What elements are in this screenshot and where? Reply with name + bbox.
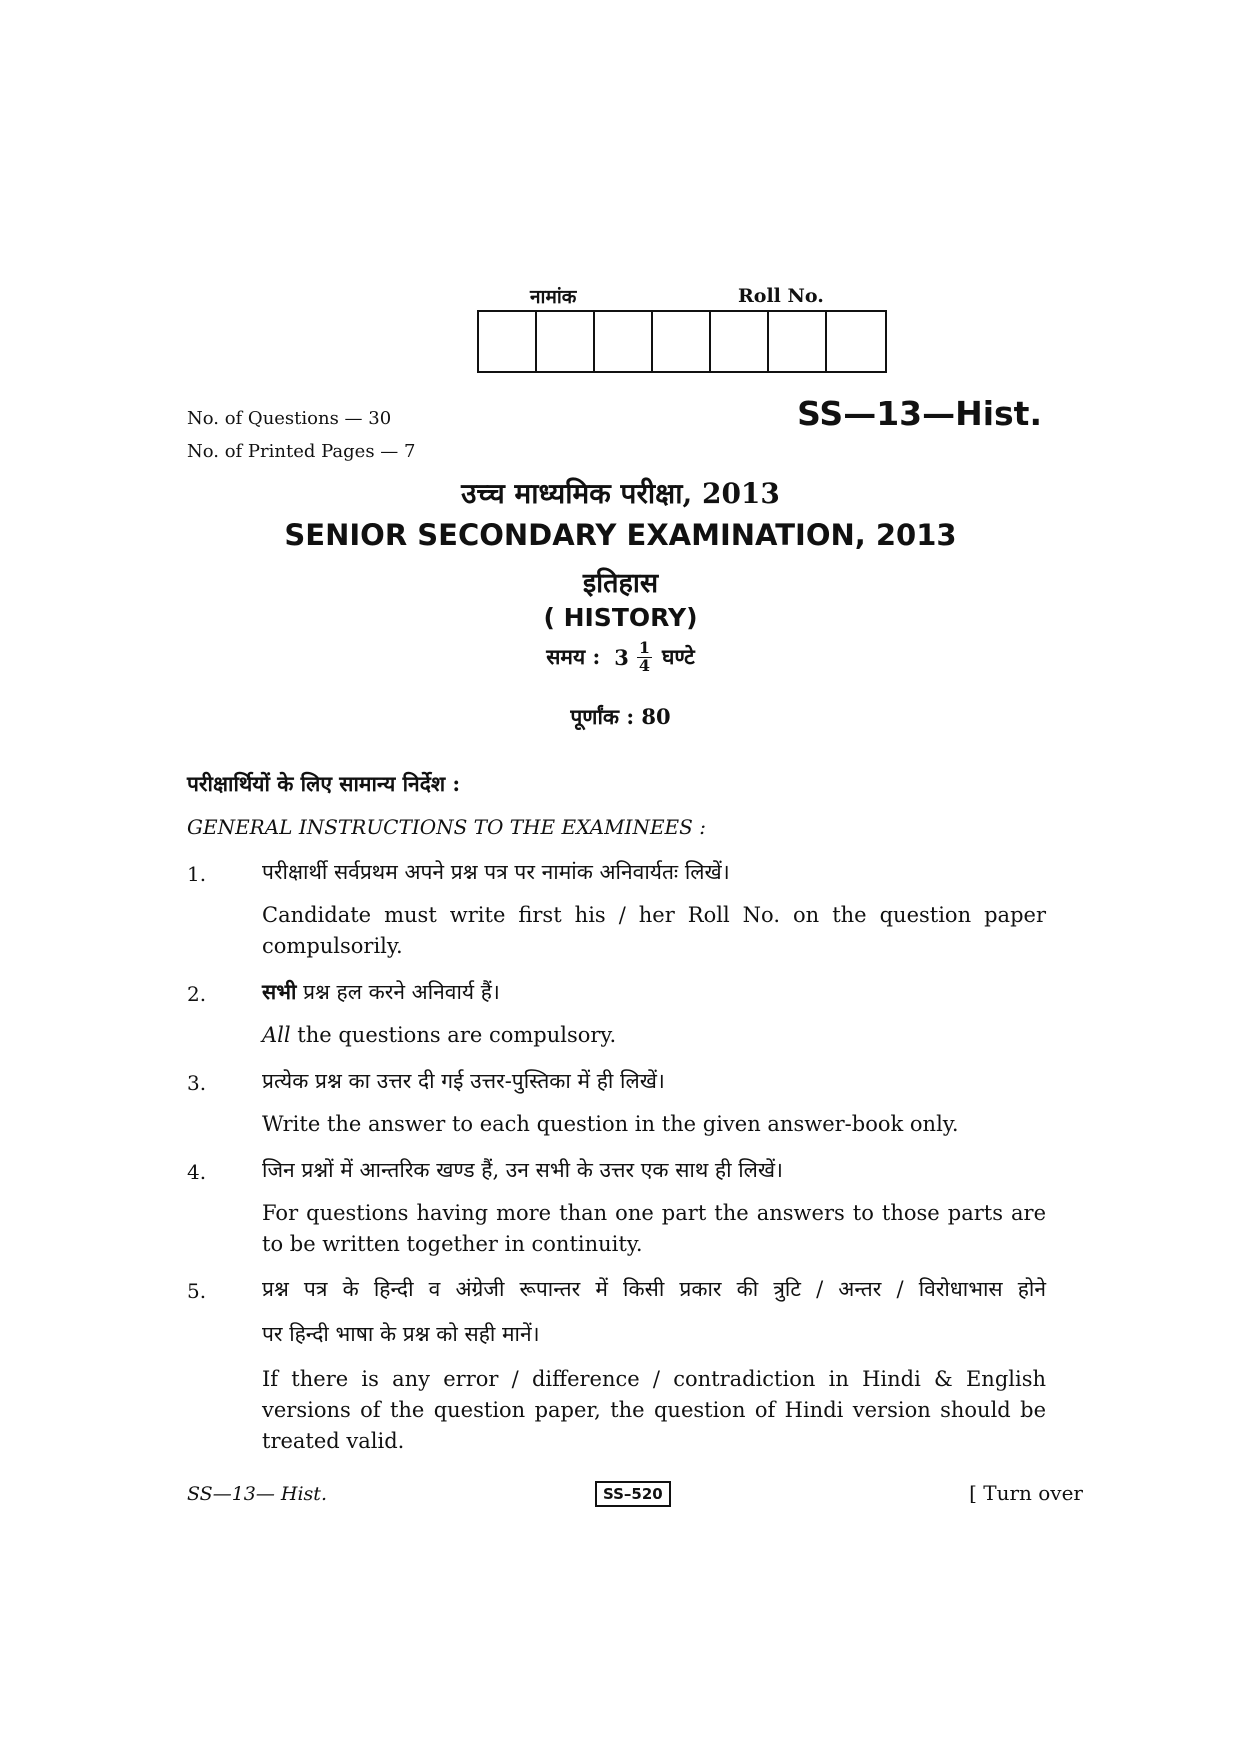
instruction-english: Write the answer to each question in the given answer-book only.	[262, 1112, 959, 1136]
instruction-number: 4.	[187, 1160, 207, 1184]
fraction-denominator: 4	[638, 655, 650, 675]
instruction-hindi: परीक्षार्थी सर्वप्रथम अपने प्रश्न पत्र पर नामांक अनिवार्यतः लिखें।	[262, 860, 730, 884]
footer-series-badge: SS–520	[595, 1481, 671, 1507]
instruction-hindi: प्रत्येक प्रश्न का उत्तर दी गई उत्तर-पुस्तिका में ही लिखें।	[262, 1069, 665, 1093]
paper-code: SS—13—Hist.	[797, 394, 1042, 433]
instruction-number: 1.	[187, 862, 207, 886]
roll-digit-box	[653, 312, 711, 371]
instructions-heading-english: GENERAL INSTRUCTIONS TO THE EXAMINEES :	[187, 815, 706, 839]
roll-digit-box	[827, 312, 885, 371]
emphasis-bold: सभी	[262, 979, 297, 1004]
instruction-number: 5.	[187, 1279, 207, 1303]
instruction-hindi: पर हिन्दी भाषा के प्रश्न को सही मानें।	[262, 1322, 540, 1346]
instruction-english: Candidate must write first his / her Roll No. on the question paper compulsorily.	[262, 903, 1046, 958]
time-fraction	[637, 640, 652, 675]
roll-label-hindi: नामांक	[530, 286, 577, 308]
question-count: No. of Questions — 30	[187, 408, 392, 429]
instruction-number: 2.	[187, 982, 207, 1006]
fraction-numerator: 1	[638, 638, 650, 657]
roll-label-english: Roll No.	[738, 285, 824, 307]
time-whole: 3	[614, 644, 629, 670]
turn-over-note: [ Turn over	[969, 1481, 1083, 1505]
exam-duration	[0, 640, 1241, 675]
instruction-hindi	[262, 978, 1046, 1006]
exam-title-english: SENIOR SECONDARY EXAMINATION, 2013	[284, 518, 957, 552]
instruction-text: प्रश्न हल करने अनिवार्य हैं।	[296, 980, 500, 1004]
subject-english: ( HISTORY)	[543, 603, 698, 632]
roll-digit-box	[769, 312, 827, 371]
instructions-heading-hindi: परीक्षार्थियों के लिए सामान्य निर्देश :	[187, 771, 461, 796]
roll-number-boxes	[477, 310, 887, 373]
instruction-hindi: प्रश्न पत्र के हिन्दी व अंग्रेजी रूपान्तर में किसी प्रकार की त्रुटि / अन्तर / विरोधाभास होने	[262, 1277, 1046, 1301]
roll-digit-box	[537, 312, 595, 371]
roll-digit-box	[595, 312, 653, 371]
instruction-english: If there is any error / difference / contradiction in Hindi & English versions of the question paper, the question of Hindi version should be treated valid.	[262, 1367, 1046, 1453]
emphasis-italic: All	[262, 1023, 291, 1047]
time-unit: घण्टे	[662, 644, 695, 670]
instruction-text: the questions are compulsory.	[290, 1023, 617, 1047]
instruction-number: 3.	[187, 1071, 207, 1095]
footer-paper-code: SS—13— Hist.	[187, 1483, 327, 1505]
instruction-english: For questions having more than one part the answers to those parts are to be written together in continuity.	[262, 1201, 1046, 1256]
exam-title-hindi: उच्च माध्यमिक परीक्षा, 2013	[461, 477, 780, 510]
time-label: समय :	[546, 644, 601, 670]
total-marks: पूर्णांक : 80	[570, 704, 671, 729]
instruction-english	[262, 1020, 1046, 1051]
roll-digit-box	[479, 312, 537, 371]
roll-digit-box	[711, 312, 769, 371]
instruction-hindi: जिन प्रश्नों में आन्तरिक खण्ड हैं, उन सभी के उत्तर एक साथ ही लिखें।	[262, 1158, 784, 1182]
page-count: No. of Printed Pages — 7	[187, 441, 416, 462]
subject-hindi: इतिहास	[582, 568, 659, 599]
